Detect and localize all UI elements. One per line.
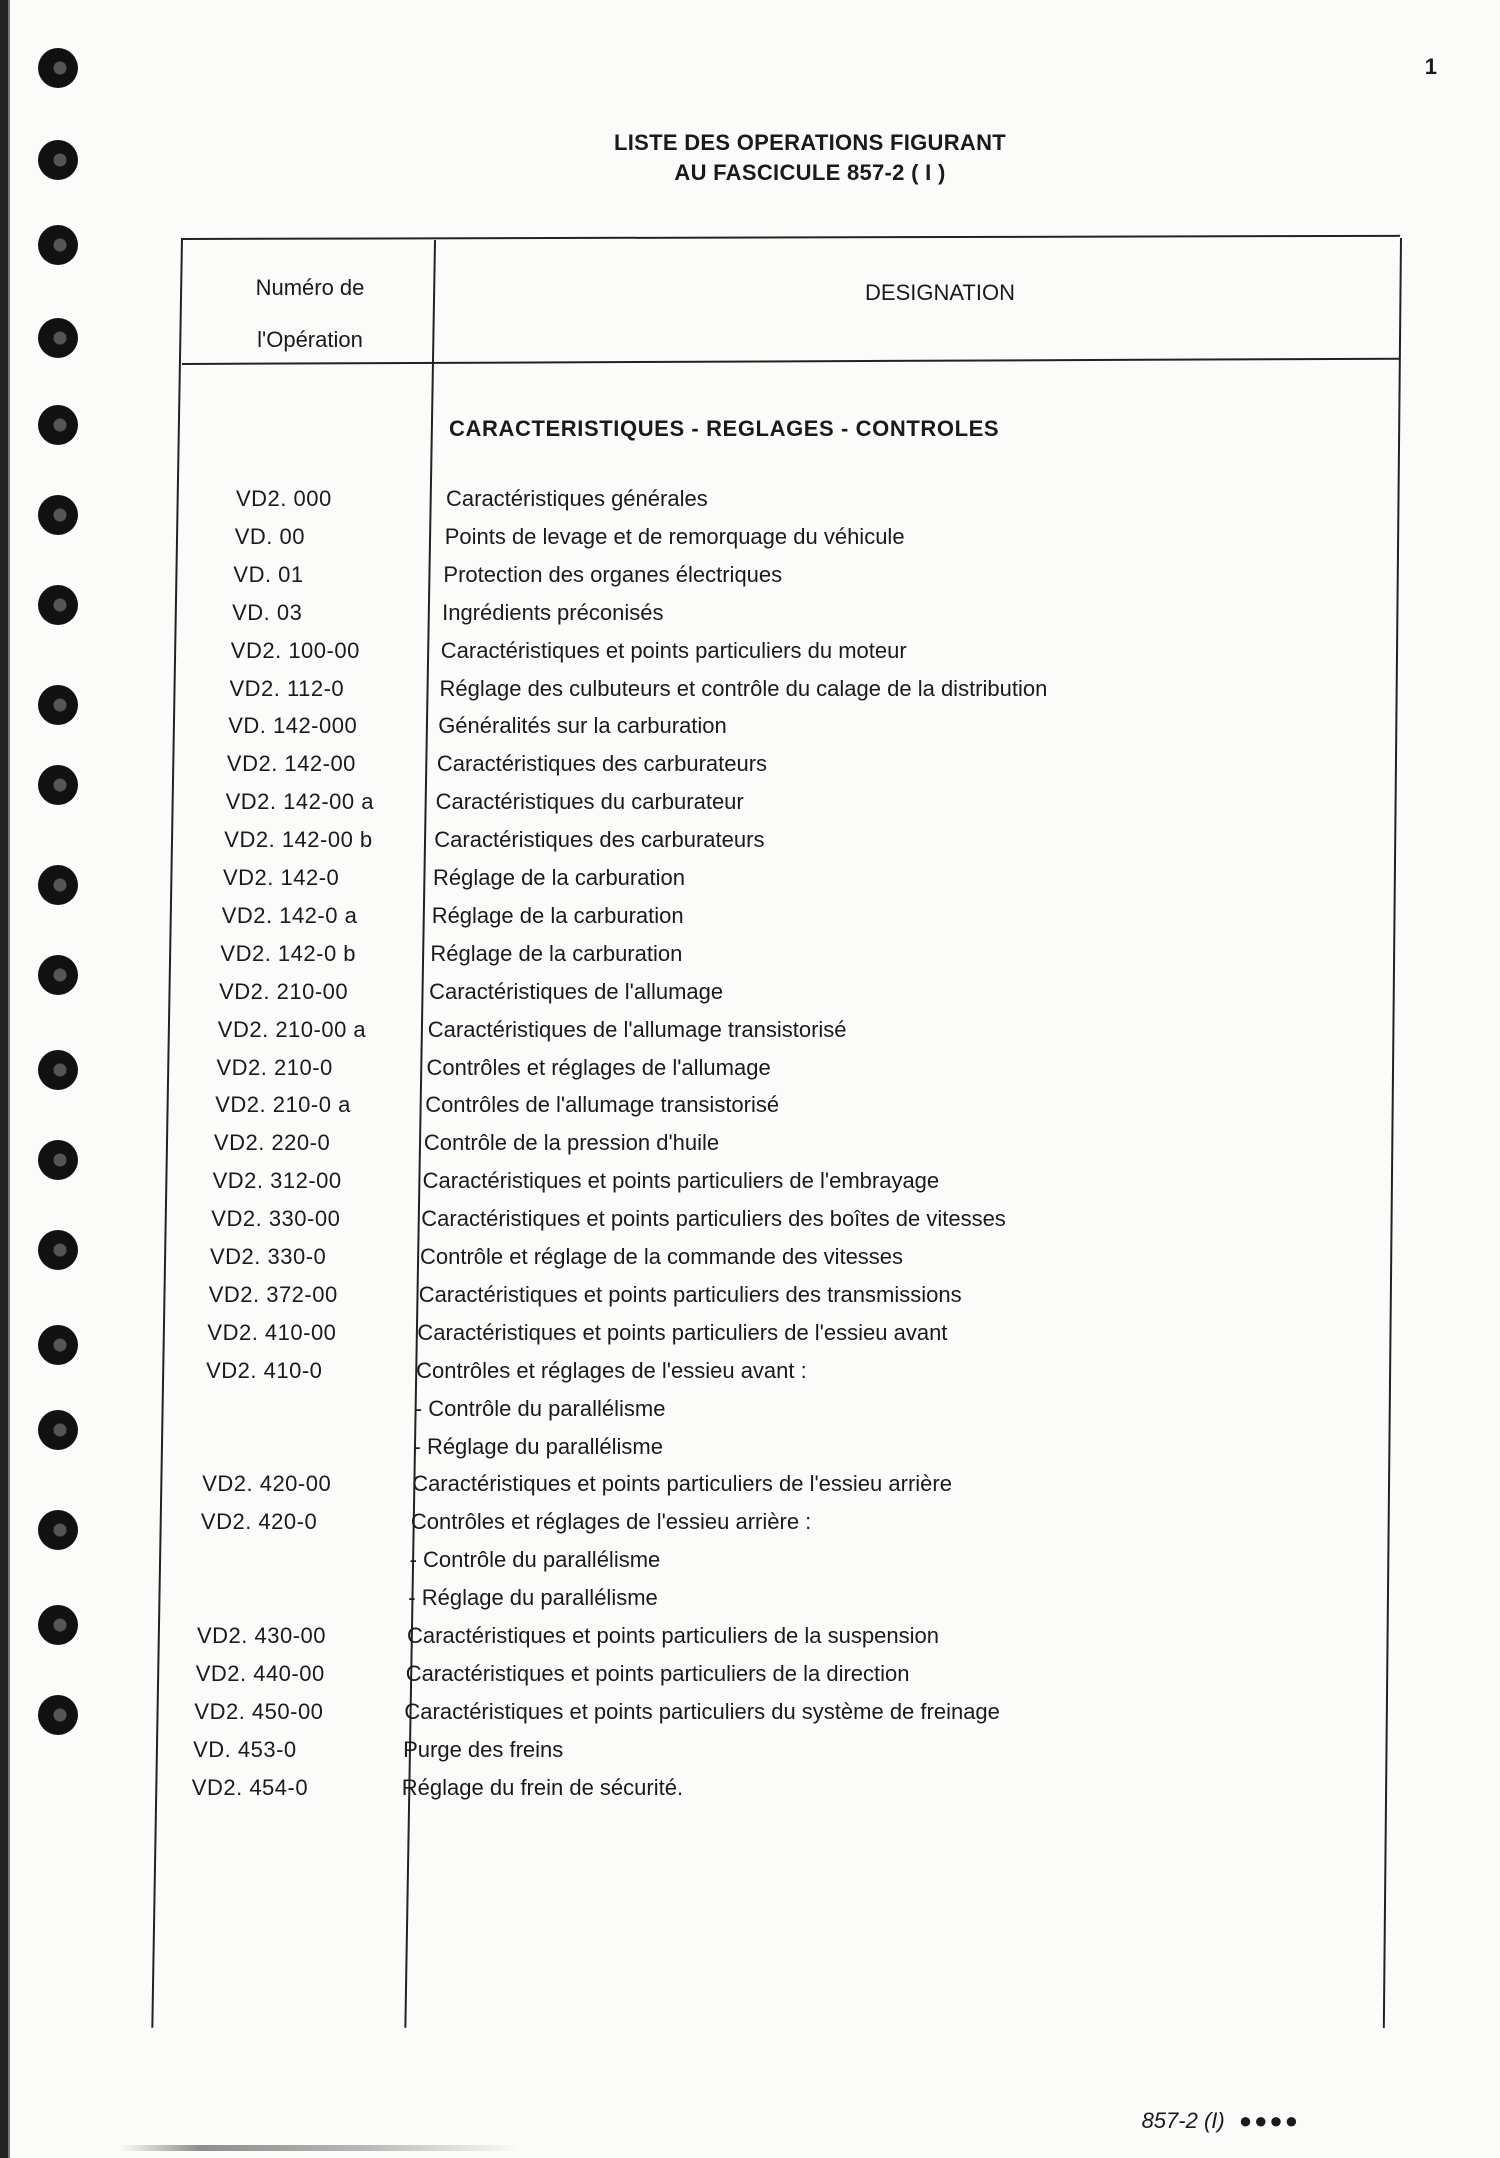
- punch-hole: [38, 955, 78, 995]
- page-number: 1: [1424, 54, 1437, 79]
- punch-hole: [38, 765, 78, 805]
- footer-dots: ●●●●: [1238, 2108, 1300, 2133]
- operation-number: VD2. 330-0: [210, 1244, 327, 1269]
- footer-ref: 857-2 (I): [1141, 2108, 1225, 2133]
- operation-number: VD2. 312-00: [212, 1168, 342, 1194]
- punch-hole: [38, 405, 78, 445]
- punch-hole: [38, 495, 78, 535]
- operation-number: VD. 453-0: [193, 1736, 297, 1762]
- punch-hole: [38, 1605, 78, 1645]
- operation-number: VD2. 430-00: [197, 1623, 327, 1648]
- operation-designation: Réglage du frein de sécurité.: [401, 1774, 684, 1800]
- operation-designation: Contrôles et réglages de l'essieu avant :: [416, 1357, 807, 1383]
- operation-number: VD2. 210-0 a: [215, 1092, 351, 1118]
- operation-number: VD2. 142-0 a: [221, 902, 358, 928]
- punch-hole: [38, 865, 78, 905]
- operation-designation: Caractéristiques et points particuliers du système de freinage: [404, 1698, 1000, 1724]
- operation-designation: Caractéristiques de l'allumage transistorisé: [427, 1016, 847, 1042]
- column-header-number-line-2: l'Opération: [257, 327, 363, 352]
- column-header-designation: DESIGNATION: [865, 280, 1015, 305]
- operation-number: VD2. 142-00 b: [224, 827, 373, 853]
- operation-number: VD2. 000: [236, 486, 332, 511]
- operation-designation: Purge des freins: [403, 1736, 564, 1762]
- heading-line-1: LISTE DES OPERATIONS FIGURANT: [613, 130, 1007, 155]
- operation-designation: Généralités sur la carburation: [438, 713, 727, 739]
- operation-designation: Réglage des culbuteurs et contrôle du calage de la distribution: [439, 675, 1048, 701]
- punch-hole: [38, 1410, 78, 1450]
- operation-designation: Caractéristiques générales: [446, 486, 708, 511]
- operation-number: VD2. 420-00: [202, 1471, 332, 1497]
- operation-designation: - Contrôle du parallélisme: [414, 1395, 666, 1421]
- operation-number: VD2. 410-0: [206, 1357, 323, 1383]
- column-header-number-line-1: Numéro de: [255, 275, 365, 300]
- operation-designation: Contrôles et réglages de l'essieu arrière :: [410, 1509, 812, 1535]
- operation-designation: Réglage de la carburation: [433, 865, 685, 890]
- operation-number: VD2. 440-00: [195, 1660, 325, 1686]
- operation-number: VD2. 420-0: [200, 1509, 318, 1535]
- operation-number: VD. 03: [232, 599, 303, 625]
- operation-number: VD2. 142-00 a: [225, 789, 374, 815]
- operation-designation: Réglage de la carburation: [430, 940, 683, 966]
- punch-hole: [38, 1510, 78, 1550]
- operation-designation: Caractéristiques et points particuliers de la direction: [405, 1660, 910, 1686]
- punch-hole: [38, 1325, 78, 1365]
- operation-designation: Caractéristiques et points particuliers de l'embrayage: [422, 1168, 940, 1194]
- punch-hole: [38, 1230, 78, 1270]
- operation-designation: Caractéristiques et points particuliers de l'essieu avant: [417, 1319, 948, 1345]
- operation-number: VD2. 112-0: [229, 675, 345, 701]
- operation-number: VD2. 454-0: [191, 1774, 309, 1800]
- operation-designation: - Contrôle du parallélisme: [409, 1547, 661, 1573]
- operation-designation: Caractéristiques des carburateurs: [436, 751, 768, 777]
- operation-designation: Caractéristiques et points particuliers des transmissions: [418, 1281, 962, 1307]
- operation-number: VD2. 142-0 b: [220, 940, 357, 966]
- operation-designation: Protection des organes électriques: [443, 561, 783, 587]
- operation-number: VD2. 210-00 a: [217, 1016, 367, 1042]
- binder-edge: [0, 0, 12, 2158]
- punch-hole: [38, 140, 78, 180]
- punch-hole: [38, 1050, 78, 1090]
- operation-number: VD2. 330-00: [211, 1206, 341, 1232]
- operation-designation: Réglage de la carburation: [431, 902, 684, 928]
- heading-line-2: AU FASCICULE 857-2 ( I ): [674, 160, 946, 185]
- punch-hole: [38, 685, 78, 725]
- operation-designation: Caractéristiques et points particuliers de la suspension: [407, 1623, 939, 1648]
- operation-designation: - Réglage du parallélisme: [408, 1585, 658, 1611]
- operation-number: VD2. 410-00: [207, 1319, 337, 1345]
- punch-hole: [38, 1695, 78, 1735]
- punch-hole: [38, 585, 78, 625]
- table-top-border: [182, 235, 1400, 240]
- operation-designation: Contrôles de l'allumage transistorisé: [425, 1092, 780, 1118]
- operation-designation: Caractéristiques et points particuliers des boîtes de vitesses: [421, 1206, 1006, 1232]
- operation-designation: - Réglage du parallélisme: [413, 1433, 663, 1459]
- operation-designation: Caractéristiques du carburateur: [435, 789, 744, 815]
- operation-designation: Ingrédients préconisés: [442, 599, 664, 625]
- operation-number: VD2. 100-00: [230, 637, 360, 663]
- punch-hole: [38, 318, 78, 358]
- punch-hole: [38, 48, 78, 88]
- operation-designation: Caractéristiques des carburateurs: [434, 827, 765, 853]
- punch-hole: [38, 1140, 78, 1180]
- operation-number: VD. 00: [234, 523, 305, 549]
- operation-designation: Contrôles et réglages de l'allumage: [426, 1054, 771, 1080]
- operation-designation: Caractéristiques et points particuliers du moteur: [440, 637, 907, 663]
- operation-designation: Points de levage et de remorquage du véhicule: [444, 523, 905, 549]
- page-heading: [540, 128, 1080, 188]
- section-title: CARACTERISTIQUES - REGLAGES - CONTROLES: [449, 416, 1000, 441]
- operation-number: VD2. 142-00: [226, 751, 356, 777]
- table-right-border: [1383, 238, 1402, 2028]
- operation-designation: Caractéristiques et points particuliers de l'essieu arrière: [412, 1471, 952, 1497]
- operation-number: VD2. 142-0: [223, 865, 340, 890]
- operation-number: VD2. 220-0: [213, 1130, 331, 1156]
- operation-number: VD2. 210-00: [219, 978, 349, 1004]
- punch-hole: [38, 225, 78, 265]
- operation-number: VD. 142-000: [228, 713, 358, 739]
- operation-number: VD2. 210-0: [216, 1054, 333, 1080]
- operation-designation: Contrôle de la pression d'huile: [423, 1130, 720, 1156]
- operation-number: VD2. 450-00: [194, 1698, 324, 1724]
- column-header-number: [220, 262, 400, 366]
- operation-designation: Caractéristiques de l'allumage: [429, 978, 724, 1004]
- operation-designation: Contrôle et réglage de la commande des vitesses: [420, 1244, 904, 1269]
- operation-number: VD2. 372-00: [208, 1281, 338, 1307]
- scan-artifact: [120, 2145, 520, 2151]
- table-left-border: [151, 238, 183, 2028]
- operation-number: VD. 01: [233, 561, 304, 587]
- footer-reference: [1142, 2108, 1300, 2134]
